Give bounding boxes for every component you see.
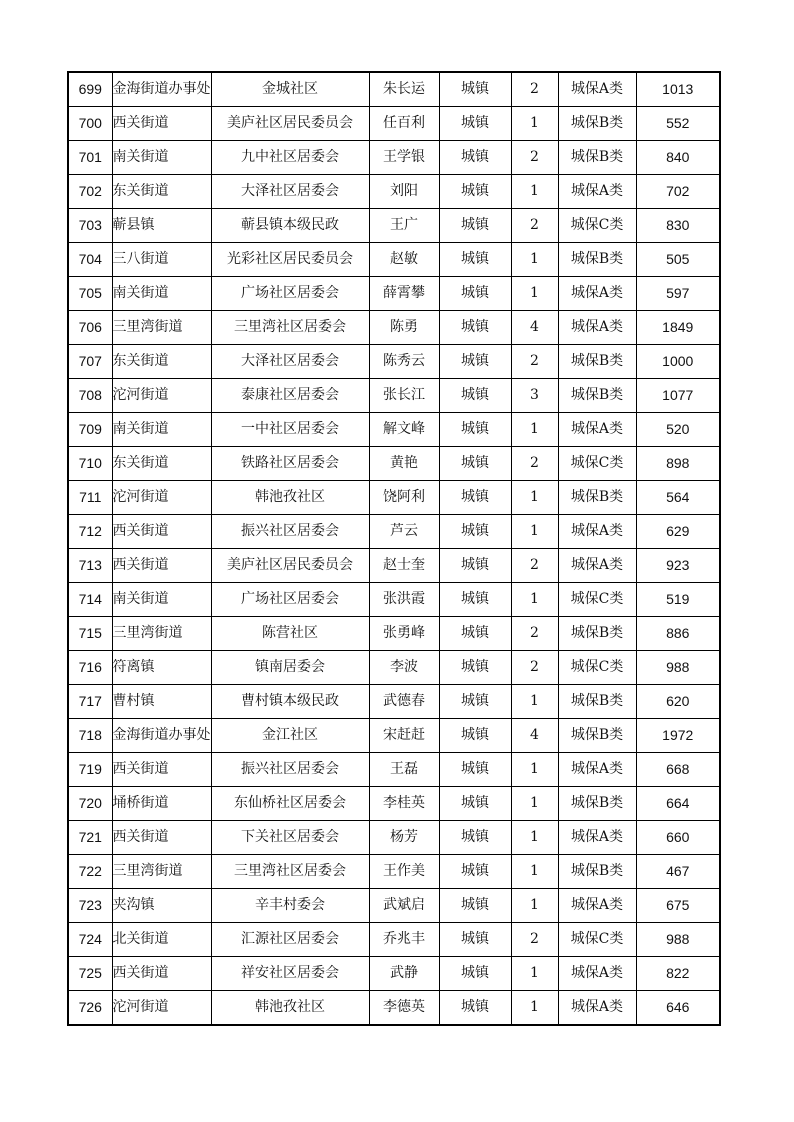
row-number-cell: 724 <box>68 923 112 957</box>
name-cell: 刘阳 <box>369 175 439 209</box>
community-cell: 铁路社区居委会 <box>211 447 369 481</box>
street-cell: 南关街道 <box>112 141 211 175</box>
household-count-cell: 2 <box>511 141 558 175</box>
area-type-cell: 城镇 <box>439 991 511 1026</box>
category-cell: 城保B类 <box>558 141 636 175</box>
area-type-cell: 城镇 <box>439 481 511 515</box>
name-cell: 王磊 <box>369 753 439 787</box>
table-row <box>68 651 720 685</box>
category-cell: 城保A类 <box>558 311 636 345</box>
street-cell: 东关街道 <box>112 175 211 209</box>
household-count-cell: 1 <box>511 583 558 617</box>
area-type-cell: 城镇 <box>439 107 511 141</box>
category-cell: 城保A类 <box>558 821 636 855</box>
row-number-cell: 707 <box>68 345 112 379</box>
table-row <box>68 617 720 651</box>
category-cell: 城保C类 <box>558 651 636 685</box>
amount-cell: 668 <box>636 753 720 787</box>
street-cell: 北关街道 <box>112 923 211 957</box>
table-row <box>68 549 720 583</box>
name-cell: 李德英 <box>369 991 439 1026</box>
name-cell: 武静 <box>369 957 439 991</box>
category-cell: 城保A类 <box>558 889 636 923</box>
street-cell: 埇桥街道 <box>112 787 211 821</box>
category-cell: 城保A类 <box>558 72 636 107</box>
amount-cell: 519 <box>636 583 720 617</box>
amount-cell: 822 <box>636 957 720 991</box>
category-cell: 城保B类 <box>558 787 636 821</box>
community-cell: 陈营社区 <box>211 617 369 651</box>
area-type-cell: 城镇 <box>439 311 511 345</box>
area-type-cell: 城镇 <box>439 651 511 685</box>
table-row <box>68 72 720 107</box>
table-row <box>68 923 720 957</box>
row-number-cell: 722 <box>68 855 112 889</box>
area-type-cell: 城镇 <box>439 787 511 821</box>
amount-cell: 1013 <box>636 72 720 107</box>
amount-cell: 886 <box>636 617 720 651</box>
community-cell: 一中社区居委会 <box>211 413 369 447</box>
row-number-cell: 726 <box>68 991 112 1026</box>
table-row <box>68 311 720 345</box>
street-cell: 东关街道 <box>112 447 211 481</box>
table-row <box>68 481 720 515</box>
row-number-cell: 720 <box>68 787 112 821</box>
row-number-cell: 701 <box>68 141 112 175</box>
row-number-cell: 708 <box>68 379 112 413</box>
community-cell: 东仙桥社区居委会 <box>211 787 369 821</box>
name-cell: 杨芳 <box>369 821 439 855</box>
area-type-cell: 城镇 <box>439 923 511 957</box>
row-number-cell: 710 <box>68 447 112 481</box>
name-cell: 王学银 <box>369 141 439 175</box>
area-type-cell: 城镇 <box>439 209 511 243</box>
amount-cell: 552 <box>636 107 720 141</box>
amount-cell: 664 <box>636 787 720 821</box>
amount-cell: 660 <box>636 821 720 855</box>
area-type-cell: 城镇 <box>439 72 511 107</box>
row-number-cell: 712 <box>68 515 112 549</box>
name-cell: 解文峰 <box>369 413 439 447</box>
amount-cell: 702 <box>636 175 720 209</box>
table-row <box>68 209 720 243</box>
street-cell: 沱河街道 <box>112 991 211 1026</box>
area-type-cell: 城镇 <box>439 345 511 379</box>
household-count-cell: 2 <box>511 72 558 107</box>
amount-cell: 675 <box>636 889 720 923</box>
area-type-cell: 城镇 <box>439 617 511 651</box>
area-type-cell: 城镇 <box>439 447 511 481</box>
amount-cell: 840 <box>636 141 720 175</box>
amount-cell: 646 <box>636 991 720 1026</box>
category-cell: 城保B类 <box>558 345 636 379</box>
street-cell: 南关街道 <box>112 583 211 617</box>
table-row <box>68 787 720 821</box>
community-cell: 九中社区居委会 <box>211 141 369 175</box>
name-cell: 陈勇 <box>369 311 439 345</box>
category-cell: 城保C类 <box>558 583 636 617</box>
street-cell: 曹村镇 <box>112 685 211 719</box>
name-cell: 黄艳 <box>369 447 439 481</box>
name-cell: 朱长运 <box>369 72 439 107</box>
area-type-cell: 城镇 <box>439 957 511 991</box>
household-count-cell: 1 <box>511 957 558 991</box>
name-cell: 芦云 <box>369 515 439 549</box>
row-number-cell: 699 <box>68 72 112 107</box>
category-cell: 城保B类 <box>558 855 636 889</box>
roster-body <box>68 72 720 1025</box>
community-cell: 下关社区居委会 <box>211 821 369 855</box>
household-count-cell: 2 <box>511 617 558 651</box>
household-count-cell: 1 <box>511 243 558 277</box>
roster-table <box>67 71 721 1026</box>
name-cell: 宋赶赶 <box>369 719 439 753</box>
category-cell: 城保A类 <box>558 991 636 1026</box>
table-row <box>68 345 720 379</box>
community-cell: 韩池孜社区 <box>211 991 369 1026</box>
community-cell: 振兴社区居委会 <box>211 515 369 549</box>
household-count-cell: 1 <box>511 991 558 1026</box>
street-cell: 西关街道 <box>112 107 211 141</box>
amount-cell: 923 <box>636 549 720 583</box>
category-cell: 城保B类 <box>558 107 636 141</box>
street-cell: 金海街道办事处 <box>112 72 211 107</box>
street-cell: 东关街道 <box>112 345 211 379</box>
row-number-cell: 717 <box>68 685 112 719</box>
table-row <box>68 685 720 719</box>
category-cell: 城保B类 <box>558 243 636 277</box>
category-cell: 城保B类 <box>558 379 636 413</box>
category-cell: 城保C类 <box>558 923 636 957</box>
community-cell: 美庐社区居民委员会 <box>211 107 369 141</box>
household-count-cell: 2 <box>511 447 558 481</box>
table-row <box>68 107 720 141</box>
area-type-cell: 城镇 <box>439 821 511 855</box>
street-cell: 三里湾街道 <box>112 311 211 345</box>
household-count-cell: 3 <box>511 379 558 413</box>
street-cell: 西关街道 <box>112 515 211 549</box>
row-number-cell: 704 <box>68 243 112 277</box>
street-cell: 西关街道 <box>112 549 211 583</box>
row-number-cell: 709 <box>68 413 112 447</box>
category-cell: 城保A类 <box>558 277 636 311</box>
table-row <box>68 583 720 617</box>
category-cell: 城保A类 <box>558 549 636 583</box>
household-count-cell: 2 <box>511 923 558 957</box>
street-cell: 金海街道办事处 <box>112 719 211 753</box>
area-type-cell: 城镇 <box>439 583 511 617</box>
street-cell: 夹沟镇 <box>112 889 211 923</box>
street-cell: 蕲县镇 <box>112 209 211 243</box>
row-number-cell: 725 <box>68 957 112 991</box>
amount-cell: 988 <box>636 651 720 685</box>
community-cell: 金江社区 <box>211 719 369 753</box>
table-row <box>68 175 720 209</box>
community-cell: 美庐社区居民委员会 <box>211 549 369 583</box>
row-number-cell: 723 <box>68 889 112 923</box>
area-type-cell: 城镇 <box>439 719 511 753</box>
amount-cell: 1000 <box>636 345 720 379</box>
amount-cell: 988 <box>636 923 720 957</box>
household-count-cell: 4 <box>511 311 558 345</box>
household-count-cell: 1 <box>511 685 558 719</box>
name-cell: 饶阿利 <box>369 481 439 515</box>
category-cell: 城保B类 <box>558 719 636 753</box>
amount-cell: 629 <box>636 515 720 549</box>
category-cell: 城保A类 <box>558 753 636 787</box>
table-row <box>68 447 720 481</box>
amount-cell: 830 <box>636 209 720 243</box>
table-row <box>68 753 720 787</box>
name-cell: 张勇峰 <box>369 617 439 651</box>
household-count-cell: 2 <box>511 345 558 379</box>
household-count-cell: 1 <box>511 889 558 923</box>
name-cell: 王作美 <box>369 855 439 889</box>
area-type-cell: 城镇 <box>439 175 511 209</box>
row-number-cell: 703 <box>68 209 112 243</box>
amount-cell: 620 <box>636 685 720 719</box>
table-row <box>68 413 720 447</box>
row-number-cell: 702 <box>68 175 112 209</box>
name-cell: 武德春 <box>369 685 439 719</box>
name-cell: 赵敏 <box>369 243 439 277</box>
street-cell: 沱河街道 <box>112 481 211 515</box>
household-count-cell: 2 <box>511 209 558 243</box>
area-type-cell: 城镇 <box>439 413 511 447</box>
household-count-cell: 1 <box>511 277 558 311</box>
table-row <box>68 141 720 175</box>
name-cell: 张长江 <box>369 379 439 413</box>
community-cell: 曹村镇本级民政 <box>211 685 369 719</box>
table-row <box>68 379 720 413</box>
community-cell: 祥安社区居委会 <box>211 957 369 991</box>
table-row <box>68 855 720 889</box>
community-cell: 三里湾社区居委会 <box>211 311 369 345</box>
household-count-cell: 1 <box>511 175 558 209</box>
name-cell: 武斌启 <box>369 889 439 923</box>
category-cell: 城保C类 <box>558 209 636 243</box>
household-count-cell: 2 <box>511 651 558 685</box>
amount-cell: 505 <box>636 243 720 277</box>
area-type-cell: 城镇 <box>439 855 511 889</box>
household-count-cell: 1 <box>511 413 558 447</box>
category-cell: 城保A类 <box>558 413 636 447</box>
street-cell: 南关街道 <box>112 277 211 311</box>
name-cell: 乔兆丰 <box>369 923 439 957</box>
community-cell: 蕲县镇本级民政 <box>211 209 369 243</box>
street-cell: 三里湾街道 <box>112 855 211 889</box>
row-number-cell: 705 <box>68 277 112 311</box>
amount-cell: 1972 <box>636 719 720 753</box>
name-cell: 薛霄攀 <box>369 277 439 311</box>
household-count-cell: 4 <box>511 719 558 753</box>
community-cell: 光彩社区居民委员会 <box>211 243 369 277</box>
household-count-cell: 1 <box>511 753 558 787</box>
table-row <box>68 243 720 277</box>
area-type-cell: 城镇 <box>439 549 511 583</box>
street-cell: 三里湾街道 <box>112 617 211 651</box>
community-cell: 大泽社区居委会 <box>211 345 369 379</box>
category-cell: 城保B类 <box>558 481 636 515</box>
name-cell: 任百利 <box>369 107 439 141</box>
community-cell: 汇源社区居委会 <box>211 923 369 957</box>
household-count-cell: 1 <box>511 515 558 549</box>
street-cell: 符离镇 <box>112 651 211 685</box>
community-cell: 三里湾社区居委会 <box>211 855 369 889</box>
area-type-cell: 城镇 <box>439 515 511 549</box>
community-cell: 大泽社区居委会 <box>211 175 369 209</box>
name-cell: 陈秀云 <box>369 345 439 379</box>
amount-cell: 520 <box>636 413 720 447</box>
category-cell: 城保B类 <box>558 685 636 719</box>
street-cell: 南关街道 <box>112 413 211 447</box>
category-cell: 城保A类 <box>558 515 636 549</box>
amount-cell: 1849 <box>636 311 720 345</box>
name-cell: 李波 <box>369 651 439 685</box>
amount-cell: 467 <box>636 855 720 889</box>
area-type-cell: 城镇 <box>439 753 511 787</box>
name-cell: 赵士奎 <box>369 549 439 583</box>
household-count-cell: 1 <box>511 787 558 821</box>
area-type-cell: 城镇 <box>439 379 511 413</box>
table-row <box>68 719 720 753</box>
row-number-cell: 711 <box>68 481 112 515</box>
street-cell: 沱河街道 <box>112 379 211 413</box>
area-type-cell: 城镇 <box>439 141 511 175</box>
street-cell: 西关街道 <box>112 957 211 991</box>
table-row <box>68 957 720 991</box>
community-cell: 韩池孜社区 <box>211 481 369 515</box>
community-cell: 广场社区居委会 <box>211 277 369 311</box>
area-type-cell: 城镇 <box>439 243 511 277</box>
row-number-cell: 713 <box>68 549 112 583</box>
table-row <box>68 889 720 923</box>
household-count-cell: 1 <box>511 855 558 889</box>
row-number-cell: 716 <box>68 651 112 685</box>
amount-cell: 898 <box>636 447 720 481</box>
amount-cell: 1077 <box>636 379 720 413</box>
name-cell: 张洪霞 <box>369 583 439 617</box>
category-cell: 城保A类 <box>558 957 636 991</box>
category-cell: 城保C类 <box>558 447 636 481</box>
household-count-cell: 1 <box>511 481 558 515</box>
household-count-cell: 1 <box>511 107 558 141</box>
table-row <box>68 515 720 549</box>
street-cell: 西关街道 <box>112 753 211 787</box>
row-number-cell: 700 <box>68 107 112 141</box>
area-type-cell: 城镇 <box>439 889 511 923</box>
community-cell: 泰康社区居委会 <box>211 379 369 413</box>
name-cell: 李桂英 <box>369 787 439 821</box>
category-cell: 城保A类 <box>558 175 636 209</box>
community-cell: 金城社区 <box>211 72 369 107</box>
row-number-cell: 706 <box>68 311 112 345</box>
community-cell: 辛丰村委会 <box>211 889 369 923</box>
street-cell: 三八街道 <box>112 243 211 277</box>
area-type-cell: 城镇 <box>439 277 511 311</box>
amount-cell: 597 <box>636 277 720 311</box>
household-count-cell: 2 <box>511 549 558 583</box>
amount-cell: 564 <box>636 481 720 515</box>
area-type-cell: 城镇 <box>439 685 511 719</box>
table-row <box>68 821 720 855</box>
community-cell: 广场社区居委会 <box>211 583 369 617</box>
row-number-cell: 719 <box>68 753 112 787</box>
category-cell: 城保B类 <box>558 617 636 651</box>
table-row <box>68 277 720 311</box>
household-count-cell: 1 <box>511 821 558 855</box>
row-number-cell: 715 <box>68 617 112 651</box>
street-cell: 西关街道 <box>112 821 211 855</box>
row-number-cell: 718 <box>68 719 112 753</box>
community-cell: 镇南居委会 <box>211 651 369 685</box>
community-cell: 振兴社区居委会 <box>211 753 369 787</box>
row-number-cell: 721 <box>68 821 112 855</box>
name-cell: 王广 <box>369 209 439 243</box>
table-row <box>68 991 720 1026</box>
row-number-cell: 714 <box>68 583 112 617</box>
